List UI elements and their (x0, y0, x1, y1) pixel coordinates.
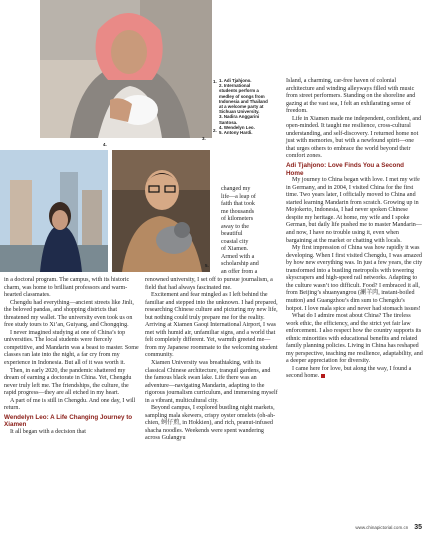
caption-line: students perform a (219, 88, 259, 94)
paragraph: Then, in early 2020, the pandemic shattered my dream of earning a doctorate in China. Yet, Chengdu never truly left me. The friendships, the culture, the rapid progress—they are all etched in my heart. (4, 367, 132, 397)
photo-man-dog (112, 150, 210, 272)
end-mark-icon (321, 374, 325, 378)
caption-line: at a welcome party at (219, 104, 264, 110)
paragraph: Chengdu had everything—ancient streets like Jinli, the beloved pandas, and shopping districts that threatened my wallet. The university even took us on free study tours to Xi’an, Guiyang, and Chongqing. (4, 299, 134, 329)
caption-line: Indonesia and Thailand (219, 98, 268, 104)
paragraph: I never imagined studying at one of China’s top universities. The local students were fiercely competitive, and Mandarin was a beast to master. Some classes ran late into the night, a far cry from my experience in Indonesia. But all of it was worth it. (4, 329, 139, 367)
text-line: faith that took (221, 201, 255, 208)
photo-number-2: 2. (213, 128, 217, 133)
caption-line: 4. Wendelyn Leo. (219, 124, 255, 130)
paragraph: Beyond campus, I explored bustling night markets, sampling mala skewers, crispy oyster omelets (oh-ah-chien, 蚵仔煎, in Hokkien), and rich, peanut-infused shacha noodles. Weekends were spent wandering across Gulangyu (145, 405, 276, 442)
text-line: of kilometers (221, 216, 254, 223)
text-line: coastal city (221, 238, 249, 245)
photo-number-1: 1. (213, 79, 217, 84)
caption-line: Sichuan University. (219, 109, 260, 115)
section-heading-wendelyn: Wendelyn Leo: A Life Changing Journey to Xiamen (4, 413, 133, 429)
paragraph: It all began with a decision that (10, 429, 86, 436)
article-column-right (286, 78, 423, 381)
paragraph: Xiamen University was breathtaking, with its classical Chinese architecture, tranquil gardens, and the famous black swan lake. Life there was an adventure—navigating Mandarin, adapting to the rigorous journalism curriculum, and immersing myself in a vibrant, multicultural city. (145, 360, 278, 404)
paragraph: My first impression of China was how rapidly it was developing. When I first visited Chengdu, I was amazed by how new everything was. In just a few years, the city transformed into a bustling metropolis with towering skyscrapers and high-speed rail networks. Adapting to the culture wasn’t too difficult. Food? I embraced it all, from Beijing’s shuanyangrou (涮羊肉, instant-boiled mutton) and Guangzhou’s dim sum to Chengdu’s hotpot. I love mala spice and never had stomach issues! (286, 245, 423, 312)
caption-line: Santosa. (219, 119, 238, 125)
paragraph: Island, a charming, car-free haven of colonial architecture and winding alleyways filled with music from street performers. Standing on the shoreline and gazing at the vast sea, I felt an exhilarating sense of freedom. (286, 78, 416, 115)
paragraph: A part of me is still in Chengdu. And one day, I will return. (4, 397, 136, 412)
text-line: beautiful (221, 231, 243, 238)
article-column-mid-top (221, 186, 279, 277)
photo-woman-snow (40, 0, 212, 138)
paragraph: What do I admire most about China? The tireless work ethic, the efficiency, and the strict yet fair law enforcement. I also respect how the country supports its ethnic minorities with educational benefits and related family planning policies. Living in China has reshaped my perspective, teaching me resilience, adaptability, and a deeper appreciation for diversity. (286, 313, 423, 365)
paragraph: My journey to China began with love. I met my wife in Germany, and in 2004, I visited China for the first time. Two years later, I officially moved to China and started learning Mandarin from scratch. Growing up in Mojokerto, Indonesia, I had never spoken Chinese despite my heritage. At home, my wife and I spoke German, but daily life pushed me to master Mandarin—and now, I have no trouble using it, even when bargaining at the market or chatting with locals. (286, 177, 422, 244)
final-text: I came here for love, but along the way, I found a second home. (286, 365, 412, 380)
photo-woman-city (0, 150, 108, 272)
caption-line: medley of songs from (219, 93, 265, 99)
paragraph-final (286, 366, 423, 381)
article-column-left (4, 277, 140, 437)
text-line: away to the (221, 223, 249, 230)
caption-line: 2. International (219, 83, 251, 89)
caption-line: 1. Adi Tjahjono. (219, 78, 252, 83)
text-line: scholarship and (221, 261, 259, 268)
article-column-mid (145, 277, 279, 443)
photo-number-4: 4. (103, 142, 107, 147)
page-number: 35 (414, 524, 422, 531)
text-line: an offer from a (221, 269, 258, 276)
caption-line: 5. Antony Hardi. (219, 130, 253, 136)
text-line: life—a leap of (221, 193, 256, 200)
paragraph: renowned university, I set off to pursue journalism, a field that had always fascinated me. (145, 277, 273, 291)
caption-line: 3. Nadira Anggarini (219, 114, 260, 120)
section-heading-adi: Adi Tjahjono: Love Finds You a Second Home (286, 162, 405, 177)
photo-number-3: 3. (202, 136, 206, 141)
text-line: me thousands (221, 208, 255, 215)
paragraph: in a doctoral program. The campus, with its historic charm, was home to brilliant professors and warm-hearted classmates. (4, 277, 130, 299)
text-line: changed my (221, 186, 251, 192)
paragraph: Excitement and fear mingled as I left behind the familiar and stepped into the unknown. I had prepared, researching Chinese culture and picturing my new life, but nothing could truly prepare me for the reality. Arriving at Xiamen Gaoqi International Airport, I was met with humid air, unfamiliar signs, and a world that felt completely different. Yet, warmth greeted me—from my Japanese roommate to the welcoming student community. (145, 292, 278, 359)
photo-captions (219, 78, 289, 135)
photo-number-5: 5. (205, 263, 209, 268)
paragraph: Life in Xiamen made me independent, confident, and open-minded. It taught me resilience, cross-cultural understanding, and self-discovery. I returned home not just with memories, but with a newfound spirit—one that urges others to embrace the world beyond their comfort zones. (286, 115, 422, 160)
text-line: Armed with a (221, 253, 255, 260)
page-footer (310, 524, 422, 531)
text-line: of Xiamen. (221, 246, 249, 253)
footer-url: www.chinapictorial.com.cn (355, 525, 409, 530)
